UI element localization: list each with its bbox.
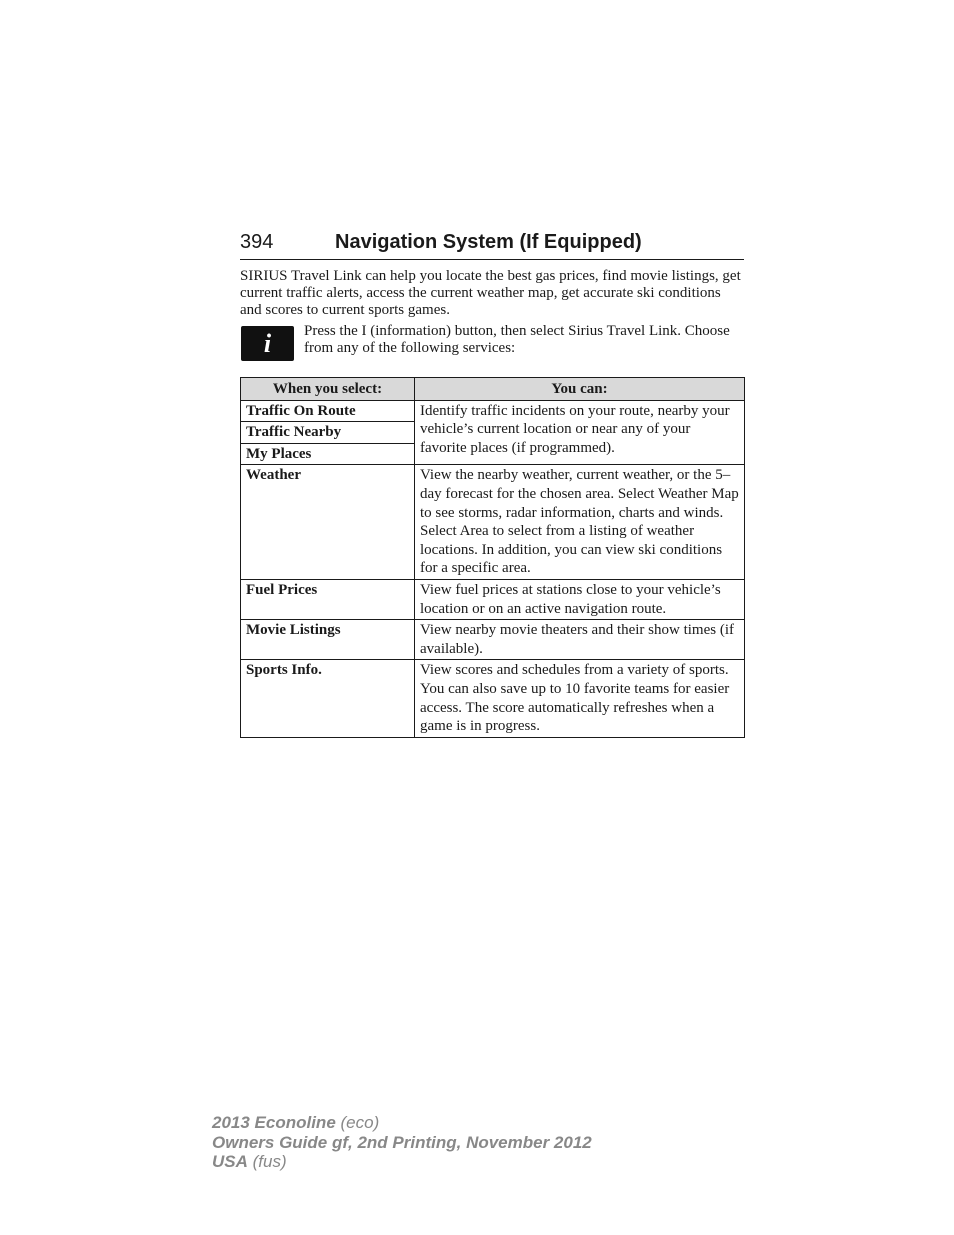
- service-name: My Places: [241, 443, 415, 465]
- service-description: View nearby movie theaters and their show times (if available).: [415, 620, 745, 660]
- page-header: [240, 229, 744, 260]
- table-row: [241, 660, 745, 737]
- table-row: [241, 620, 745, 660]
- services-table: [240, 377, 745, 738]
- table-row: [241, 579, 745, 619]
- footer-market: USA: [212, 1152, 248, 1171]
- service-name: Sports Info.: [241, 660, 415, 737]
- table-row: [241, 400, 745, 422]
- table-row: [241, 465, 745, 580]
- service-name: Movie Listings: [241, 620, 415, 660]
- page-footer: [212, 1113, 592, 1172]
- service-name: Fuel Prices: [241, 579, 415, 619]
- intro-paragraph: SIRIUS Travel Link can help you locate the best gas prices, find movie listings, get current traffic alerts, access the current weather map, get accurate ski conditions and scores to current sports games.: [240, 268, 741, 318]
- page-number: 394: [240, 231, 274, 253]
- footer-market-code: (fus): [252, 1152, 287, 1171]
- service-name: Traffic Nearby: [241, 422, 415, 444]
- footer-model: 2013 Econoline: [212, 1113, 336, 1132]
- section-title: Navigation System (If Equipped): [335, 231, 642, 253]
- footer-market-line: [212, 1152, 592, 1172]
- table-header-row: [241, 378, 745, 401]
- service-name: Weather: [241, 465, 415, 580]
- service-description: View fuel prices at stations close to your vehicle’s location or on an active navigation route.: [415, 579, 745, 619]
- column-header-action: You can:: [415, 378, 745, 401]
- information-icon: [241, 326, 294, 361]
- info-note-text: Press the I (information) button, then select Sirius Travel Link. Choose from any of the following services:: [304, 323, 730, 356]
- column-header-select: When you select:: [241, 378, 415, 401]
- service-description: View scores and schedules from a variety of sports. You can also save up to 10 favorite teams for easier access. The score automatically refreshes when a game is in progress.: [415, 660, 745, 737]
- footer-model-line: [212, 1113, 592, 1133]
- footer-guide: Owners Guide gf, 2nd Printing, November 2012: [212, 1132, 592, 1152]
- information-icon-glyph: i: [263, 328, 272, 358]
- footer-model-code: (eco): [340, 1113, 380, 1132]
- footer-guide-line: [212, 1133, 592, 1153]
- service-name: Traffic On Route: [241, 400, 415, 422]
- service-description: Identify traffic incidents on your route, nearby your vehicle’s current location or near any of your favorite places (if programmed).: [415, 400, 745, 465]
- service-description: View the nearby weather, current weather, or the 5–day forecast for the chosen area. Select Weather Map to see storms, radar information, charts and winds. Select Area to select from a listing of weather locations. In addition, you can view ski conditions for a specific area.: [415, 465, 745, 580]
